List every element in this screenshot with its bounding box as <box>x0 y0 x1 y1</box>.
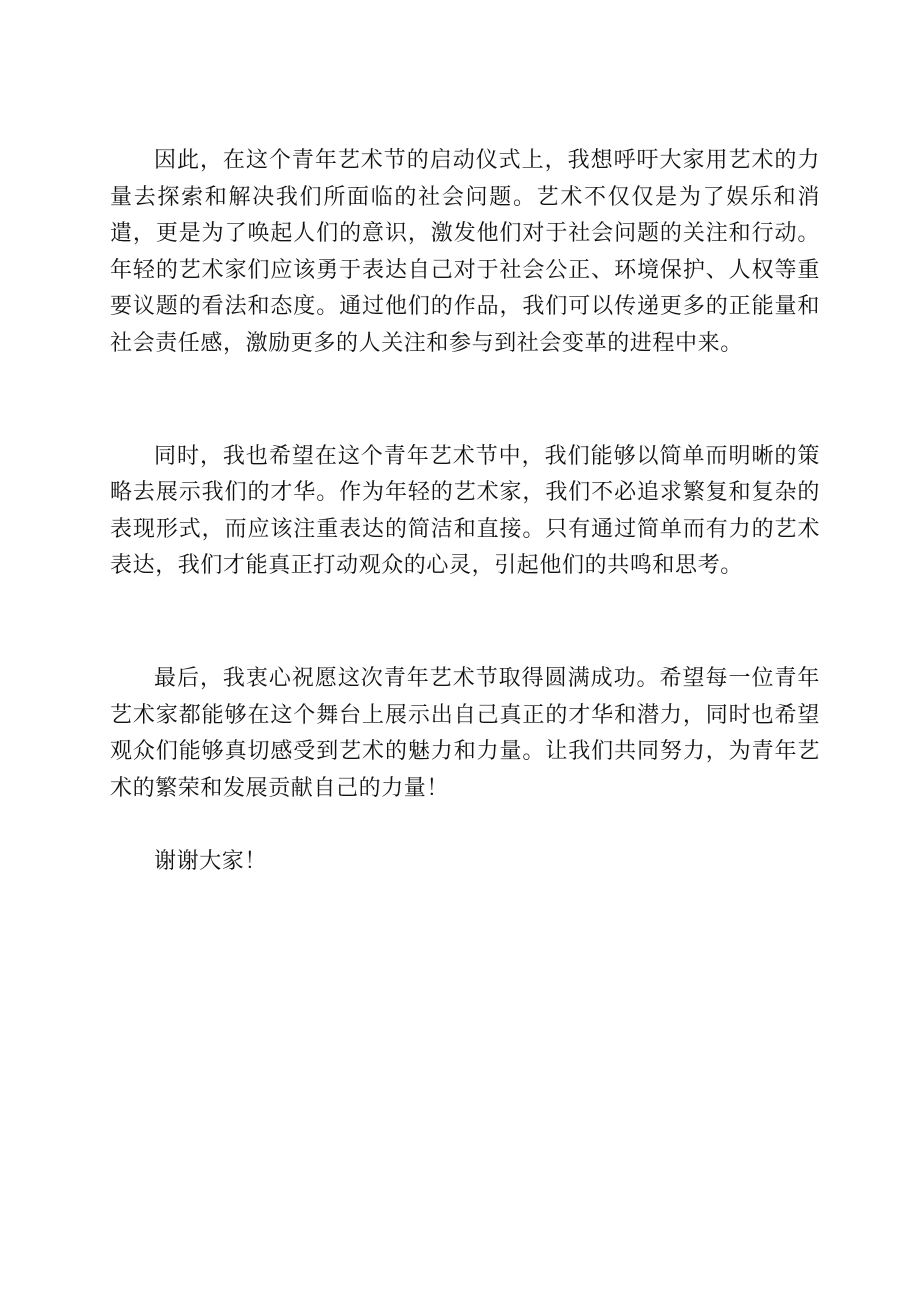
paragraph-3: 最后，我衷心祝愿这次青年艺术节取得圆满成功。希望每一位青年艺术家都能够在这个舞台上展示出自己真正的才华和潜力，同时也希望观众们能够真切感受到艺术的魅力和力量。让我们共同努力，为青年艺术的繁荣和发展贡献自己的力量！ <box>110 665 820 801</box>
paragraph-1: 因此，在这个青年艺术节的启动仪式上，我想呼吁大家用艺术的力量去探索和解决我们所面临的社会问题。艺术不仅仅是为了娱乐和消遣，更是为了唤起人们的意识，激发他们对于社会问题的关注和行动。年轻的艺术家们应该勇于表达自己对于社会公正、环境保护、人权等重要议题的看法和态度。通过他们的作品，我们可以传递更多的正能量和社会责任感，激励更多的人关注和参与到社会变革的进程中来。 <box>110 148 820 356</box>
paragraph-2: 同时，我也希望在这个青年艺术节中，我们能够以简单而明晰的策略去展示我们的才华。作为年轻的艺术家，我们不必追求繁复和复杂的表现形式，而应该注重表达的简洁和直接。只有通过简单而有力的艺术表达，我们才能真正打动观众的心灵，引起他们的共鸣和思考。 <box>110 443 820 579</box>
closing-thanks: 谢谢大家！ <box>154 849 268 875</box>
document-body <box>110 143 820 881</box>
